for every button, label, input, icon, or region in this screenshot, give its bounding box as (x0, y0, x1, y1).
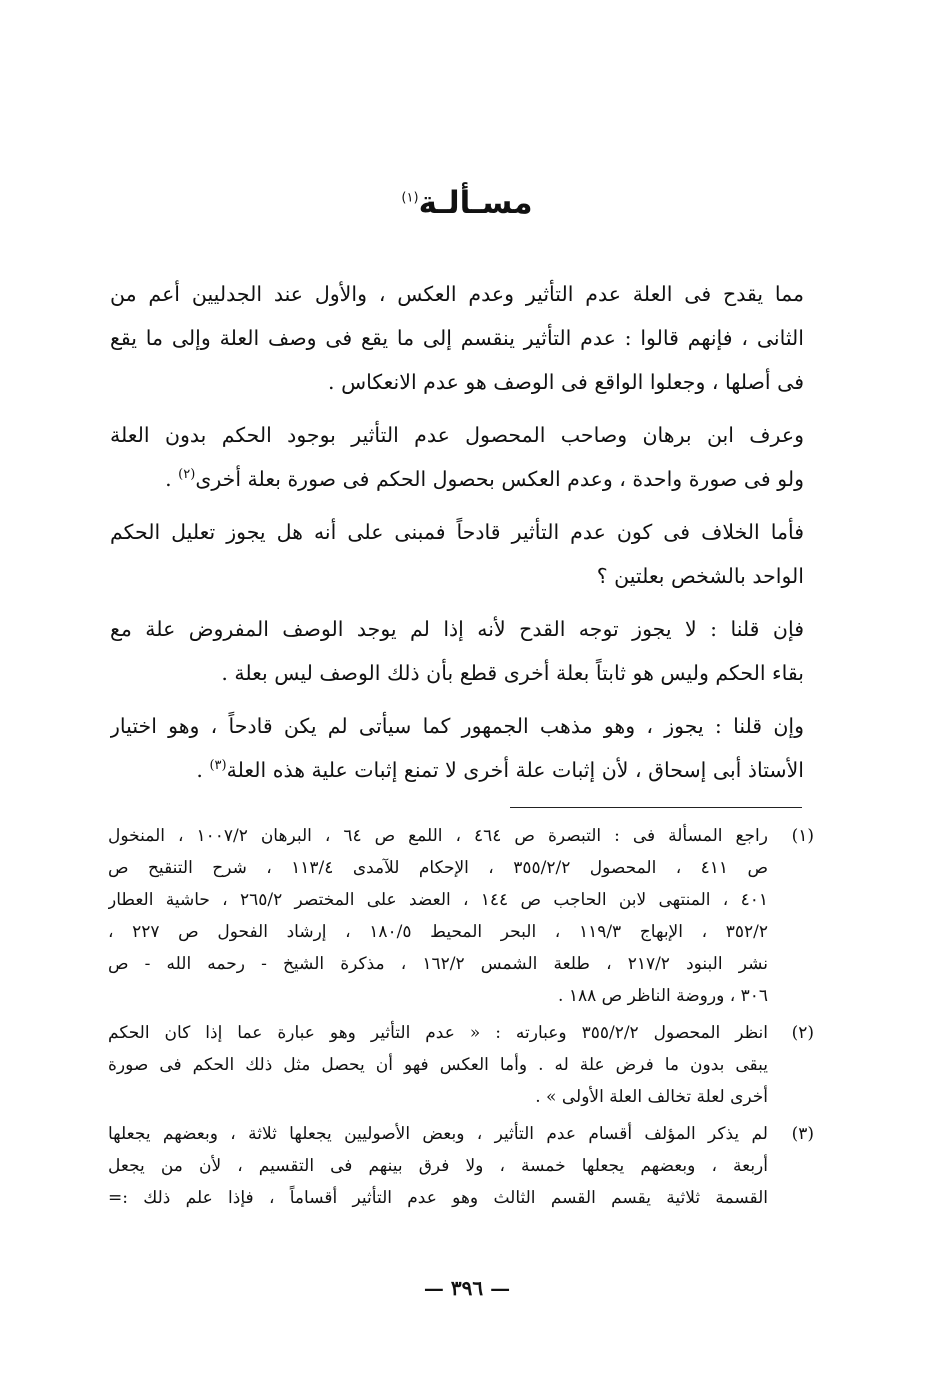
footnote-line: راجع المسألة فى : التبصرة ص ٤٦٤ ، اللمع ص ٦٤ ، البرهان ١٠٠٧/٢ ، المنخول (108, 826, 768, 846)
footnote-line: لم يذكر المؤلف أقسام عدم التأثير ، وبعض الأصوليين يجعلها ثلاثة ، وبعضهم يجعلها (108, 1124, 768, 1144)
paragraph-5 (110, 704, 804, 792)
text-line (110, 457, 804, 501)
text-line-content: الأستاذ أبى إسحاق ، لأن إثبات علة أخرى لا تمنع إثبات علية هذه العلة (226, 758, 804, 782)
page-title (0, 178, 934, 228)
footnote-3 (108, 1118, 818, 1214)
footnote-line: ٣٥٢/٢ ، الإبهاج ١١٩/٣ ، البحر المحيط ١٨٠/٥ ، إرشاد الفحول ص ٢٢٧ ، (108, 922, 768, 942)
line-tail: . (196, 758, 210, 782)
footnote-line: يبقى بدون ما فرض علة له . وأما العكس فهو أن يحصل مثل ذلك الحكم فى صورة (108, 1055, 768, 1075)
text-line: فإن قلنا : لا يجوز توجه القدح لأنه إذا لم يوجد الوصف المفروض علة مع (110, 617, 804, 641)
footnote-number: (٢) (791, 1023, 814, 1043)
footnote-line: أربعة ، وبعضهم يجعلها خمسة ، ولا فرق بينهم فى التقسيم ، لأن من يجعل (108, 1156, 768, 1176)
footnote-number: (١) (791, 826, 814, 846)
footnote-line: ٤٠١ ، المنتهى لابن الحاجب ص ١٤٤ ، العضد على المختصر ٢٦٥/٢ ، حاشية العطار (108, 890, 768, 910)
footnotes (108, 820, 818, 1219)
footnote-2 (108, 1017, 818, 1113)
page-number: — ٣٩٦ — (423, 1276, 511, 1300)
title-footnote-ref: (١) (401, 190, 419, 206)
paragraph-2 (110, 413, 804, 501)
footnote-line: نشر البنود ٢١٧/٢ ، طلعة الشمس ١٦٢/٢ ، مذكرة الشيخ - رحمه الله - ص (108, 954, 768, 974)
footnote-line: انظر المحصول ٣٥٥/٢/٢ وعبارته : « عدم التأثير وهو عبارة عما إذا كان الحكم (108, 1023, 768, 1043)
footnote-ref-3: (٣) (209, 758, 227, 774)
line-tail: . (165, 467, 179, 491)
footnote-ref-2: (٢) (178, 467, 196, 483)
footnote-line: أخرى لعلة تخالف العلة الأولى » . (535, 1087, 768, 1107)
title-text: مسـألـة (418, 185, 533, 221)
footnote-line: ص ٤١١ ، المحصول ٣٥٥/٢/٢ ، الإحكام للآمدى ١١٣/٤ ، شرح التنقيح ص (108, 858, 768, 878)
text-line: مما يقدح فى العلة عدم التأثير وعدم العكس ، والأول عند الجدليين أعم من (110, 282, 804, 306)
main-text (110, 272, 804, 792)
footnote-line: ٣٠٦ ، وروضة الناظر ص ١٨٨ . (558, 986, 768, 1006)
text-line-content: ولو فى صورة واحدة ، وعدم العكس بحصول الحكم فى صورة بعلة أخرى (195, 467, 804, 491)
text-line: الواحد بالشخص بعلتين ؟ (596, 564, 804, 588)
paragraph-4 (110, 607, 804, 695)
text-line: فأما الخلاف فى كون عدم التأثير قادحاً فمبنى على أنه هل يجوز تعليل الحكم (110, 520, 804, 544)
text-line: فى أصلها ، وجعلوا الواقع فى الوصف هو عدم الانعكاس . (328, 370, 804, 394)
footnote-divider (510, 807, 802, 808)
text-line: وعرف ابن برهان وصاحب المحصول عدم التأثير بوجود الحكم بدون العلة (110, 423, 804, 447)
footnote-number: (٣) (791, 1124, 814, 1144)
text-line: الثانى ، فإنهم قالوا : عدم التأثير ينقسم إلى ما يقع فى وصف العلة وإلى ما يقع (110, 326, 804, 350)
paragraph-1 (110, 272, 804, 404)
text-line: وإن قلنا : يجوز ، وهو مذهب الجمهور كما سيأتى لم يكن قادحاً ، وهو اختيار (110, 714, 804, 738)
text-line (110, 748, 804, 792)
footnote-1 (108, 820, 818, 1012)
footnote-line: القسمة ثلاثية يقسم القسم الثالث وهو عدم التأثير أقساماً ، فإذا علم ذلك := (108, 1188, 768, 1208)
paragraph-3 (110, 510, 804, 598)
text-line: بقاء الحكم وليس هو ثابتاً بعلة أخرى قطع بأن ذلك الوصف ليس بعلة . (221, 661, 804, 685)
